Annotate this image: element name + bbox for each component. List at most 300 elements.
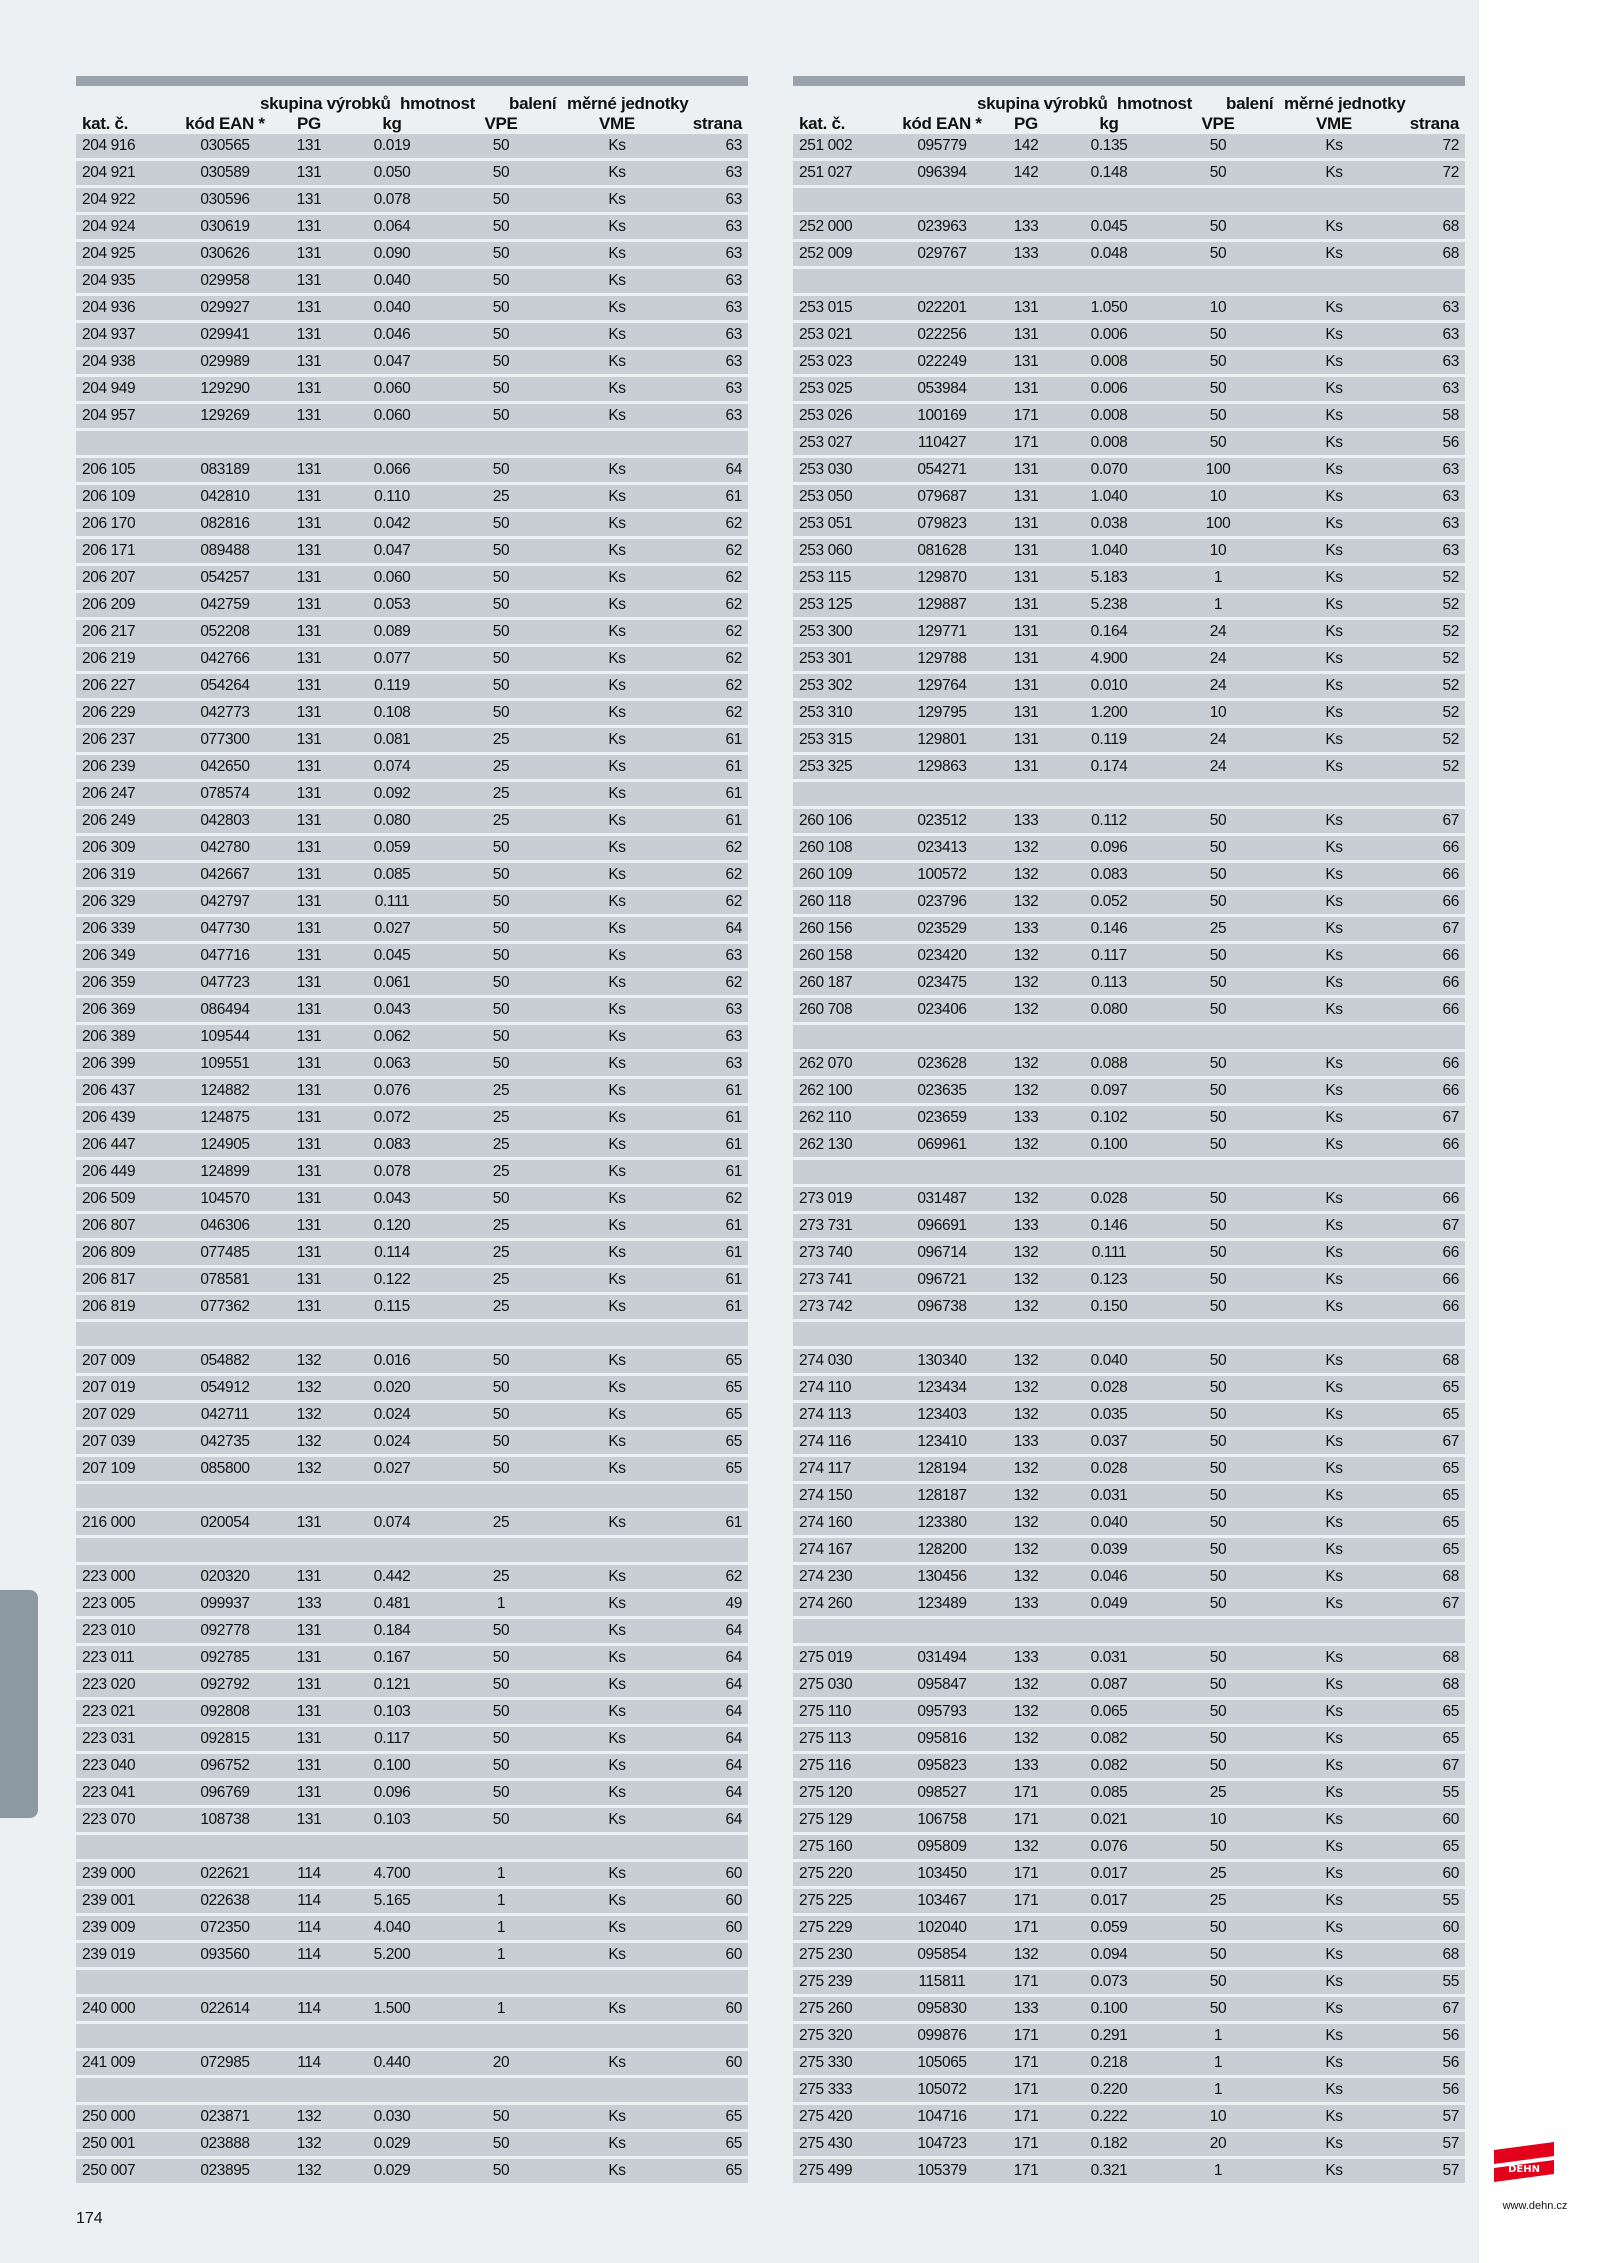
- cell-vme: Ks: [1325, 515, 1343, 532]
- table-row: [793, 1403, 1465, 1427]
- cell-strana: 63: [725, 947, 742, 964]
- cell-strana: 64: [725, 1811, 742, 1828]
- cell-ean: 023512: [917, 812, 967, 829]
- cell-strana: 72: [1442, 164, 1459, 181]
- cell-strana: 52: [1442, 650, 1459, 667]
- cell-vme: Ks: [1325, 1379, 1343, 1396]
- cell-ean: 129764: [917, 677, 967, 694]
- cell-pg: 131: [296, 488, 322, 505]
- cell-vpe: 50: [492, 569, 510, 586]
- table-row: [76, 1187, 748, 1211]
- cell-pg: 131: [296, 1028, 322, 1045]
- cell-kg: 0.045: [1090, 218, 1128, 235]
- cell-vme: Ks: [608, 731, 626, 748]
- cell-kg: 0.010: [1090, 677, 1128, 694]
- cell-vme: Ks: [1325, 380, 1343, 397]
- cell-kg: 0.083: [373, 1136, 411, 1153]
- cell-pg: 131: [296, 1568, 322, 1585]
- table-row: [76, 350, 748, 374]
- table-row: [793, 1700, 1465, 1724]
- cell-pg: 131: [1013, 515, 1039, 532]
- table-row: [76, 917, 748, 941]
- cell-vme: Ks: [608, 785, 626, 802]
- table-row: [793, 1943, 1465, 1967]
- cell-vpe: 50: [1209, 1946, 1227, 1963]
- cell-kg: 0.074: [373, 758, 411, 775]
- cell-kg: 0.081: [373, 731, 411, 748]
- cell-kg: 0.102: [1090, 1109, 1128, 1126]
- cell-vpe: 24: [1209, 731, 1227, 748]
- cell-kg: 0.119: [374, 677, 410, 694]
- table-row: [793, 1187, 1465, 1211]
- cell-kg: 0.050: [373, 164, 411, 181]
- cell-kg: 0.029: [373, 2162, 411, 2179]
- cell-strana: 60: [725, 1865, 742, 1882]
- cell-strana: 63: [725, 353, 742, 370]
- cell-vpe: 50: [492, 2135, 510, 2152]
- cell-kg: 0.112: [1091, 812, 1127, 829]
- cell-kg: 0.100: [373, 1757, 411, 1774]
- cell-ean: 106758: [917, 1811, 967, 1828]
- cell-pg: 131: [296, 1190, 322, 1207]
- cell-ean: 085800: [200, 1460, 250, 1477]
- cell-strana: 61: [725, 1271, 742, 1288]
- cell-vpe: 50: [1209, 1406, 1227, 1423]
- cell-vpe: 50: [492, 1190, 510, 1207]
- cell-kat: 275 160: [799, 1838, 853, 1855]
- table-row: [793, 1646, 1465, 1670]
- cell-ean: 030619: [200, 218, 250, 235]
- cell-pg: 131: [296, 1298, 322, 1315]
- cell-vpe: 10: [1209, 1811, 1227, 1828]
- table-row: [793, 1079, 1465, 1103]
- cell-pg: 131: [1013, 569, 1039, 586]
- table-row: [793, 2132, 1465, 2156]
- cell-vme: Ks: [1325, 650, 1343, 667]
- cell-ean: 022614: [200, 2000, 250, 2017]
- cell-kat: 274 230: [799, 1568, 853, 1585]
- cell-pg: 132: [1013, 1838, 1039, 1855]
- cell-vme: Ks: [608, 866, 626, 883]
- table-row: [76, 1025, 748, 1049]
- cell-kg: 0.085: [1090, 1784, 1128, 1801]
- cell-vme: Ks: [1325, 1730, 1343, 1747]
- cell-ean: 042780: [200, 839, 250, 856]
- header-baleni: balení: [509, 94, 557, 113]
- cell-ean: 077485: [200, 1244, 250, 1261]
- cell-pg: 171: [1013, 2054, 1039, 2071]
- cell-strana: 63: [725, 326, 742, 343]
- table-row: [76, 2132, 748, 2156]
- cell-vme: Ks: [608, 2054, 626, 2071]
- cell-vme: Ks: [608, 1163, 626, 1180]
- cell-ean: 099876: [917, 2027, 967, 2044]
- cell-pg: 132: [1013, 974, 1039, 991]
- cell-vpe: 25: [492, 785, 510, 802]
- cell-vpe: 1: [1213, 2027, 1223, 2044]
- cell-kg: 0.108: [373, 704, 411, 721]
- cell-kg: 0.083: [1090, 866, 1128, 883]
- cell-pg: 131: [296, 164, 322, 181]
- cell-pg: 131: [296, 623, 322, 640]
- cell-vpe: 50: [492, 218, 510, 235]
- cell-pg: 131: [1013, 299, 1039, 316]
- cell-kat: 223 070: [82, 1811, 136, 1828]
- cell-kg: 0.047: [373, 542, 411, 559]
- cell-ean: 022256: [917, 326, 967, 343]
- cell-vpe: 50: [1209, 1352, 1227, 1369]
- cell-pg: 171: [1013, 1973, 1039, 1990]
- cell-vme: Ks: [1325, 1595, 1343, 1612]
- cell-ean: 020320: [200, 1568, 250, 1585]
- table-row: [76, 1592, 748, 1616]
- cell-strana: 62: [725, 677, 742, 694]
- table-row: [76, 1619, 748, 1643]
- cell-vpe: 50: [492, 1811, 510, 1828]
- cell-pg: 132: [1013, 1946, 1039, 1963]
- cell-pg: 132: [1013, 839, 1039, 856]
- cell-strana: 62: [725, 542, 742, 559]
- cell-kg: 0.117: [374, 1730, 410, 1747]
- cell-pg: 133: [1013, 1109, 1039, 1126]
- cell-vpe: 24: [1209, 650, 1227, 667]
- cell-ean: 023475: [917, 974, 967, 991]
- cell-vpe: 50: [492, 272, 510, 289]
- logo-text: DEHN: [1508, 2164, 1540, 2175]
- cell-kg: 0.046: [1090, 1568, 1128, 1585]
- cell-strana: 61: [725, 758, 742, 775]
- cell-ean: 129788: [917, 650, 967, 667]
- cell-ean: 095809: [917, 1838, 967, 1855]
- cell-vme: Ks: [1325, 1055, 1343, 1072]
- table-row: [76, 1430, 748, 1454]
- cell-vpe: 50: [492, 2162, 510, 2179]
- table-row: [793, 1214, 1465, 1238]
- cell-ean: 109551: [200, 1055, 250, 1072]
- cell-pg: 132: [1013, 1541, 1039, 1558]
- table-row: [793, 2159, 1465, 2183]
- cell-ean: 123403: [917, 1406, 967, 1423]
- cell-kat: 260 187: [799, 974, 853, 991]
- cell-strana: 66: [1442, 1136, 1459, 1153]
- cell-ean: 023529: [917, 920, 967, 937]
- cell-vpe: 50: [1209, 1649, 1227, 1666]
- cell-ean: 129870: [917, 569, 967, 586]
- cell-ean: 047716: [200, 947, 250, 964]
- cell-ean: 053984: [917, 380, 967, 397]
- cell-ean: 029927: [200, 299, 250, 316]
- cell-vpe: 50: [492, 245, 510, 262]
- table-row: [793, 863, 1465, 887]
- cell-kat: 274 160: [799, 1514, 853, 1531]
- cell-pg: 132: [1013, 1703, 1039, 1720]
- cell-strana: 66: [1442, 1001, 1459, 1018]
- cell-vme: Ks: [1325, 461, 1343, 478]
- cell-vpe: 1: [496, 2000, 506, 2017]
- cell-vme: Ks: [608, 1460, 626, 1477]
- cell-ean: 054264: [200, 677, 250, 694]
- cell-vme: Ks: [1325, 164, 1343, 181]
- cell-kat: 204 922: [82, 191, 136, 208]
- cell-vpe: 50: [492, 1379, 510, 1396]
- cell-pg: 132: [1013, 1136, 1039, 1153]
- cell-pg: 133: [1013, 812, 1039, 829]
- table-row: [76, 971, 748, 995]
- cell-vpe: 50: [1209, 218, 1227, 235]
- cell-kg: 0.042: [373, 515, 411, 532]
- cell-vpe: 50: [1209, 1973, 1227, 1990]
- cell-kg: 0.029: [373, 2135, 411, 2152]
- left-table-body: [76, 134, 748, 2183]
- cell-kat: 204 936: [82, 299, 136, 316]
- cell-vpe: 50: [492, 596, 510, 613]
- cell-vpe: 50: [1209, 1919, 1227, 1936]
- cell-vpe: 50: [1209, 947, 1227, 964]
- cell-kg: 0.146: [1090, 920, 1128, 937]
- cell-vpe: 50: [492, 515, 510, 532]
- cell-ean: 083189: [200, 461, 250, 478]
- cell-kg: 0.024: [373, 1406, 411, 1423]
- cell-vme: Ks: [1325, 893, 1343, 910]
- cell-kat: 223 020: [82, 1676, 136, 1693]
- cell-ean: 098527: [917, 1784, 967, 1801]
- cell-pg: 131: [1013, 380, 1039, 397]
- table-row: [793, 1835, 1465, 1859]
- cell-kg: 0.321: [1090, 2162, 1128, 2179]
- cell-kg: 0.146: [1090, 1217, 1128, 1234]
- cell-vme: Ks: [1325, 1811, 1343, 1828]
- cell-kat: 239 000: [82, 1865, 136, 1882]
- cell-kat: 274 150: [799, 1487, 853, 1504]
- table-row: [793, 1511, 1465, 1535]
- cell-vme: Ks: [1325, 299, 1343, 316]
- cell-ean: 128194: [917, 1460, 967, 1477]
- table-row: [76, 1349, 748, 1373]
- cell-kat: 262 110: [799, 1109, 852, 1126]
- cell-vme: Ks: [1325, 245, 1343, 262]
- table-row: [76, 1403, 748, 1427]
- cell-kat: 204 949: [82, 380, 136, 397]
- table-row: [793, 1862, 1465, 1886]
- table-row: [76, 755, 748, 779]
- cell-vpe: 50: [492, 704, 510, 721]
- cell-strana: 65: [1442, 1514, 1459, 1531]
- cell-ean: 104723: [917, 2135, 967, 2152]
- header-hmotnost: hmotnost: [400, 94, 476, 113]
- cell-pg: 132: [1013, 1379, 1039, 1396]
- cell-vme: Ks: [608, 1703, 626, 1720]
- table-row: [76, 485, 748, 509]
- cell-kat: 206 229: [82, 704, 136, 721]
- cell-vme: Ks: [608, 1784, 626, 1801]
- cell-ean: 129795: [917, 704, 967, 721]
- cell-strana: 68: [1442, 1946, 1459, 1963]
- cell-kg: 0.065: [1090, 1703, 1128, 1720]
- cell-kat: 251 002: [799, 137, 853, 154]
- cell-vpe: 25: [492, 1109, 510, 1126]
- cell-ean: 030565: [200, 137, 250, 154]
- cell-pg: 131: [296, 380, 322, 397]
- cell-vpe: 50: [492, 839, 510, 856]
- cell-pg: 131: [296, 1163, 322, 1180]
- cell-pg: 132: [1013, 947, 1039, 964]
- cell-vpe: 50: [492, 407, 510, 424]
- cell-kg: 0.045: [373, 947, 411, 964]
- cell-vpe: 50: [492, 866, 510, 883]
- cell-ean: 022249: [917, 353, 967, 370]
- cell-kat: 207 039: [82, 1433, 136, 1450]
- cell-strana: 66: [1442, 1082, 1459, 1099]
- cell-vme: Ks: [608, 677, 626, 694]
- cell-kg: 0.096: [373, 1784, 411, 1801]
- table-row-spacer: [76, 2024, 748, 2048]
- cell-kg: 0.020: [373, 1379, 411, 1396]
- cell-vme: Ks: [1325, 1568, 1343, 1585]
- table-row: [793, 566, 1465, 590]
- table-row-spacer: [76, 1322, 748, 1346]
- table-row: [76, 269, 748, 293]
- cell-kat: 206 449: [82, 1163, 136, 1180]
- table-row: [76, 1916, 748, 1940]
- cell-kg: 0.028: [1090, 1460, 1128, 1477]
- cell-kat: 275 220: [799, 1865, 853, 1882]
- cell-strana: 66: [1442, 839, 1459, 856]
- cell-vpe: 1: [1213, 2081, 1223, 2098]
- cell-kg: 0.220: [1090, 2081, 1128, 2098]
- cell-vme: Ks: [1325, 758, 1343, 775]
- header-row-1: [76, 94, 748, 114]
- table-row-spacer: [793, 1025, 1465, 1049]
- cell-pg: 132: [296, 2108, 322, 2125]
- cell-ean: 022201: [917, 299, 967, 316]
- cell-kg: 5.165: [373, 1892, 411, 1909]
- cell-kg: 0.096: [1090, 839, 1128, 856]
- table-row: [793, 1970, 1465, 1994]
- cell-strana: 60: [1442, 1865, 1459, 1882]
- table-row-spacer: [793, 1619, 1465, 1643]
- cell-kat: 239 019: [82, 1946, 136, 1963]
- cell-strana: 61: [725, 1217, 742, 1234]
- cell-kat: 204 938: [82, 353, 136, 370]
- cell-ean: 130340: [917, 1352, 967, 1369]
- cell-pg: 131: [1013, 542, 1039, 559]
- table-row: [793, 1565, 1465, 1589]
- cell-pg: 114: [297, 1919, 321, 1936]
- cell-kat: 204 937: [82, 326, 136, 343]
- cell-ean: 072350: [200, 1919, 250, 1936]
- table-row-spacer: [76, 1538, 748, 1562]
- cell-vpe: 50: [1209, 137, 1227, 154]
- cell-kg: 0.064: [373, 218, 411, 235]
- cell-strana: 55: [1442, 1892, 1459, 1909]
- cell-ean: 079687: [917, 488, 967, 505]
- cell-vme: Ks: [1325, 1217, 1343, 1234]
- cell-strana: 65: [1442, 1703, 1459, 1720]
- cell-kat: 206 207: [82, 569, 136, 586]
- cell-kg: 0.017: [1090, 1865, 1128, 1882]
- cell-ean: 124905: [200, 1136, 250, 1153]
- table-row: [76, 1214, 748, 1238]
- cell-vme: Ks: [1325, 1082, 1343, 1099]
- cell-pg: 142: [1013, 164, 1039, 181]
- cell-kat: 275 019: [799, 1649, 853, 1666]
- table-row-spacer: [76, 2078, 748, 2102]
- cell-kg: 5.183: [1090, 569, 1128, 586]
- cell-vme: Ks: [608, 2162, 626, 2179]
- cell-strana: 65: [725, 2135, 742, 2152]
- header-vme: VME: [1316, 114, 1352, 133]
- table-row-spacer: [793, 782, 1465, 806]
- cell-pg: 132: [296, 2162, 322, 2179]
- cell-kg: 0.027: [373, 1460, 411, 1477]
- cell-vme: Ks: [608, 974, 626, 991]
- cell-kat: 275 129: [799, 1811, 853, 1828]
- cell-pg: 171: [1013, 1784, 1039, 1801]
- cell-vme: Ks: [608, 461, 626, 478]
- cell-vme: Ks: [608, 1865, 626, 1882]
- cell-strana: 62: [725, 704, 742, 721]
- cell-kat: 253 050: [799, 488, 853, 505]
- cell-ean: 042810: [200, 488, 250, 505]
- cell-ean: 054912: [200, 1379, 250, 1396]
- cell-kg: 0.174: [1090, 758, 1128, 775]
- cell-kat: 253 300: [799, 623, 853, 640]
- cell-pg: 131: [296, 515, 322, 532]
- cell-kat: 206 239: [82, 758, 136, 775]
- cell-ean: 092778: [200, 1622, 250, 1639]
- cell-vme: Ks: [1325, 1406, 1343, 1423]
- cell-ean: 078581: [200, 1271, 250, 1288]
- cell-vpe: 50: [492, 1001, 510, 1018]
- cell-strana: 66: [1442, 893, 1459, 910]
- cell-pg: 133: [1013, 1433, 1039, 1450]
- cell-ean: 086494: [200, 1001, 250, 1018]
- table-row: [793, 593, 1465, 617]
- cell-vpe: 50: [1209, 1838, 1227, 1855]
- cell-ean: 042650: [200, 758, 250, 775]
- cell-vme: Ks: [608, 1568, 626, 1585]
- table-row: [76, 836, 748, 860]
- cell-vpe: 50: [1209, 1055, 1227, 1072]
- cell-strana: 66: [1442, 1271, 1459, 1288]
- cell-strana: 64: [725, 1676, 742, 1693]
- cell-kat: 206 509: [82, 1190, 136, 1207]
- cell-kg: 1.050: [1090, 299, 1128, 316]
- cell-vme: Ks: [1325, 812, 1343, 829]
- cell-kat: 253 021: [799, 326, 853, 343]
- cell-vpe: 25: [492, 1082, 510, 1099]
- cell-pg: 132: [1013, 1406, 1039, 1423]
- cell-pg: 131: [296, 1271, 322, 1288]
- cell-kg: 0.059: [373, 839, 411, 856]
- cell-ean: 042735: [200, 1433, 250, 1450]
- cell-kat: 253 027: [799, 434, 853, 451]
- cell-kat: 204 925: [82, 245, 136, 262]
- header-ean: kód EAN *: [185, 114, 265, 133]
- website-url: www.dehn.cz: [1502, 2200, 1568, 2212]
- cell-ean: 129863: [917, 758, 967, 775]
- table-row: [76, 1781, 748, 1805]
- cell-vme: Ks: [608, 1055, 626, 1072]
- cell-kg: 0.119: [1091, 731, 1127, 748]
- cell-vpe: 50: [1209, 866, 1227, 883]
- cell-kat: 253 325: [799, 758, 853, 775]
- cell-strana: 63: [1442, 542, 1459, 559]
- cell-kat: 275 113: [799, 1730, 852, 1747]
- cell-strana: 52: [1442, 623, 1459, 640]
- table-row: [76, 1646, 748, 1670]
- cell-kat: 223 040: [82, 1757, 136, 1774]
